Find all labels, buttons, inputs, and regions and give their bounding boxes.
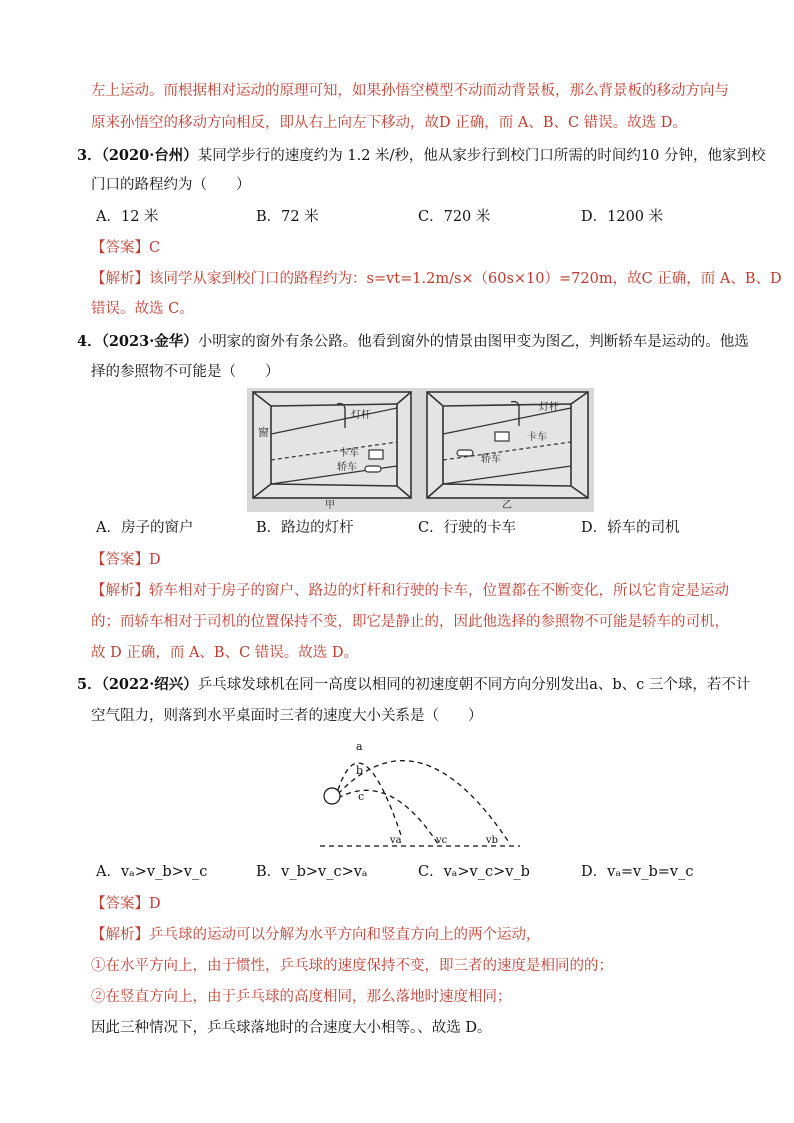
label-truck-b: 卡车 [527,432,547,443]
q5-option-b: B．v_b>v_c>vₐ [256,864,368,880]
panel-a [253,392,411,498]
q3-analysis-2: 错误。故选 C。 [91,301,194,317]
label-c: c [358,790,365,803]
q4-analysis-2: 的；而轿车相对于司机的位置保持不变，即它是静止的，因此他选择的参照物不可能是轿车的司机， [91,614,729,630]
question-5-stem-cont: 空气阻力，则落到水平桌面时三者的速度大小关系是（ ） [91,708,483,724]
trajectory-figure [310,738,525,850]
q4-option-c: C．行驶的卡车 [418,520,517,536]
label-window: 窗 [258,426,269,439]
question-3-stem-cont: 门口的路程约为（ ） [91,177,251,193]
q4-option-d: D．轿车的司机 [581,520,680,536]
q5-option-d: D．vₐ=v_b=v_c [581,864,694,880]
window-scene-figure [247,388,594,512]
q3-analysis-1: 【解析】该同学从家到校门口的路程约为：s=vt=1.2m/s×（60s×10）=720m，故C 正确，而 A、B、D [91,271,782,287]
q5-point-1: ①在水平方向上，由于惯性，乒乓球的速度保持不变，即三者的速度是相同的的； [91,958,613,974]
q5-option-a: A．vₐ>v_b>v_c [96,864,208,880]
q4-answer: 【答案】D [91,552,161,568]
caption-b: 乙 [502,500,512,511]
question-number: 3． [77,147,102,164]
question-4-stem: 4．（2023·金华）小明家的窗外有条公路。他看到窗外的情景由图甲变为图乙，判断轿车是运动的。他选 [77,333,749,350]
label-lamp-b: 灯杆 [539,402,559,413]
label-lamp-a: 灯杆 [351,410,371,421]
question-3-stem: 3．（2020·台州）某同学步行的速度约为 1.2 米/秒，他从家步行到校门口所需的时间约10 分钟，他家到校 [77,147,766,164]
question-5-stem: 5．（2022·绍兴）乒乓球发球机在同一高度以相同的初速度朝不同方向分别发出a、b、c 三个球，若不计 [77,676,751,693]
q5-option-c: C．vₐ>v_c>v_b [418,864,530,880]
q4-analysis-3: 故 D 正确，而 A、B、C 错误。故选 D。 [91,645,359,661]
q4-analysis-1: 【解析】轿车相对于房子的窗户、路边的灯杆和行驶的卡车，位置都在不断变化，所以它肯定是运动 [91,583,729,599]
label-b: b [356,764,364,777]
q3-option-a: A．12 米 [96,209,159,225]
q3-answer: 【答案】C [91,240,161,256]
q5-answer: 【答案】D [91,896,161,912]
label-vb: vb [486,835,499,846]
label-truck-a: 卡车 [339,448,359,459]
label-a: a [356,740,363,753]
q4-option-a: A．房子的窗户 [96,520,194,536]
q5-point-2: ②在竖直方向上，由于乒乓球的高度相同，那么落地时速度相同； [91,989,512,1005]
continuation-line-1: 左上运动。而根据相对运动的原理可知，如果孙悟空模型不动而动背景板，那么背景板的移动方向与 [91,83,729,99]
label-car-a: 轿车 [337,462,357,473]
continuation-line-2: 原来孙悟空的移动方向相反，即从右上向左下移动，故D 正确，而 A、B、C 错误。故选 D。 [91,115,687,131]
q5-analysis-1: 【解析】乒乓球的运动可以分解为水平方向和竖直方向上的两个运动， [91,927,541,943]
label-va: va [390,835,402,846]
q4-option-b: B．路边的灯杆 [256,520,354,536]
q3-option-b: B．72 米 [256,209,319,225]
q5-conclusion: 因此三种情况下，乒乓球落地时的合速度大小相等。、故选 D。 [91,1020,492,1036]
label-car-b: 轿车 [481,454,501,465]
question-source: （2020·台州） [101,147,198,164]
q3-option-c: C．720 米 [418,209,491,225]
ball [324,788,340,804]
question-4-stem-cont: 择的参照物不可能是（ ） [91,364,280,380]
caption-a: 甲 [325,500,335,511]
panel-b [427,392,588,498]
q3-option-d: D．1200 米 [581,209,664,225]
label-vc: vc [436,835,448,846]
